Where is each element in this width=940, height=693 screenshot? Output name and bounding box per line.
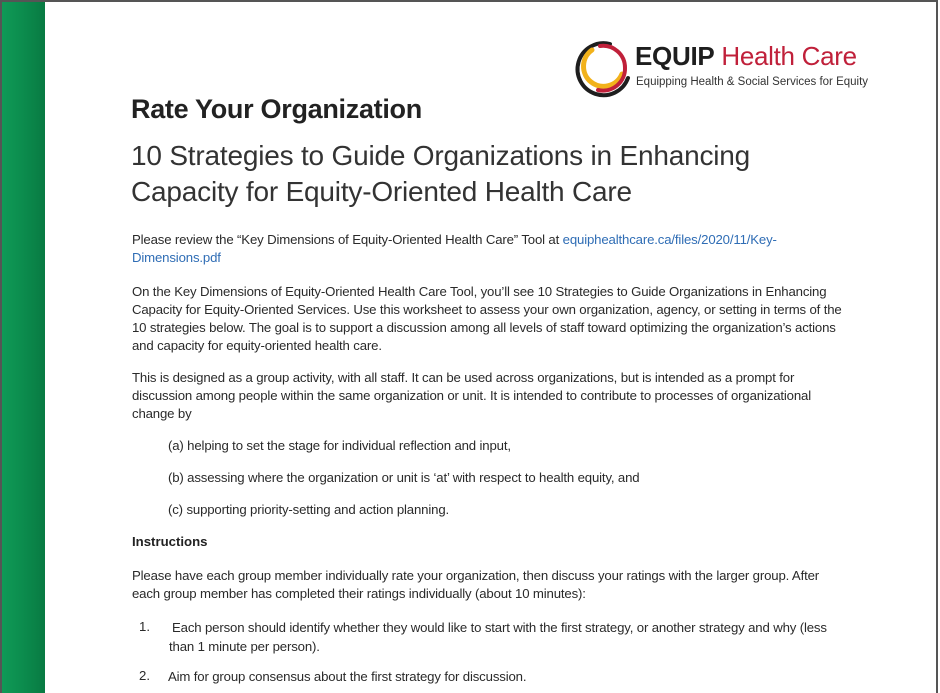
instructions-paragraph: Please have each group member individually rate your organization, then discuss your ratings with the larger group. After each group member has completed their ratings individually (about 10 minutes): xyxy=(132,568,820,601)
step-number-2: 2. xyxy=(139,668,150,683)
green-side-bar xyxy=(2,2,45,693)
step-text-1: Each person should identify whether they would like to start with the first strategy, or another strategy and why (less than 1 minute per person). xyxy=(169,620,827,654)
intro-paragraph xyxy=(132,231,847,267)
sub-item-a: (a) helping to set the stage for individual reflection and input, xyxy=(168,438,511,453)
page-title: Rate Your Organization xyxy=(131,94,422,124)
step-number-1: 1. xyxy=(139,619,150,634)
logo-health-care: Health Care xyxy=(714,41,857,71)
sub-item-c: (c) supporting priority-setting and action planning. xyxy=(168,502,450,517)
swirl-logo-icon xyxy=(570,38,634,102)
paragraph-group-activity: This is designed as a group activity, with all staff. It can be used across organizations, but is intended as a prompt for discussion among people within the same organization or unit. It is intended to contribute to processes of organizational change by xyxy=(132,370,812,421)
intro-text: Please review the “Key Dimensions of Equity-Oriented Health Care” Tool at xyxy=(132,232,563,247)
step-text-2: Aim for group consensus about the first strategy for discussion. xyxy=(168,669,527,684)
logo-title xyxy=(635,41,857,72)
instructions-heading: Instructions xyxy=(132,534,208,549)
page-subtitle: 10 Strategies to Guide Organizations in Enhancing Capacity for Equity-Oriented Health Care xyxy=(131,140,751,207)
logo-tagline: Equipping Health & Social Services for Equity xyxy=(636,76,869,88)
equip-logo xyxy=(570,38,869,100)
key-dimensions-link[interactable]: equiphealthcare.ca/files/2020/11/Key-Dimensions.pdf xyxy=(132,232,777,265)
logo-equip: EQUIP xyxy=(635,41,715,71)
sub-item-b: (b) assessing where the organization or unit is ‘at’ with respect to health equity, and xyxy=(168,470,640,485)
paragraph-overview: On the Key Dimensions of Equity-Oriented Health Care Tool, you’ll see 10 Strategies to Guide Organizations in Enhancing Capacity for Equity-Oriented Services. Use this worksheet to assess your own organization, agency, or setting in terms of the 10 strategies below. The goal is to support a discussion among all levels of staff toward optimizing the organization’s actions and capacity for equity-oriented health care. xyxy=(132,284,842,353)
